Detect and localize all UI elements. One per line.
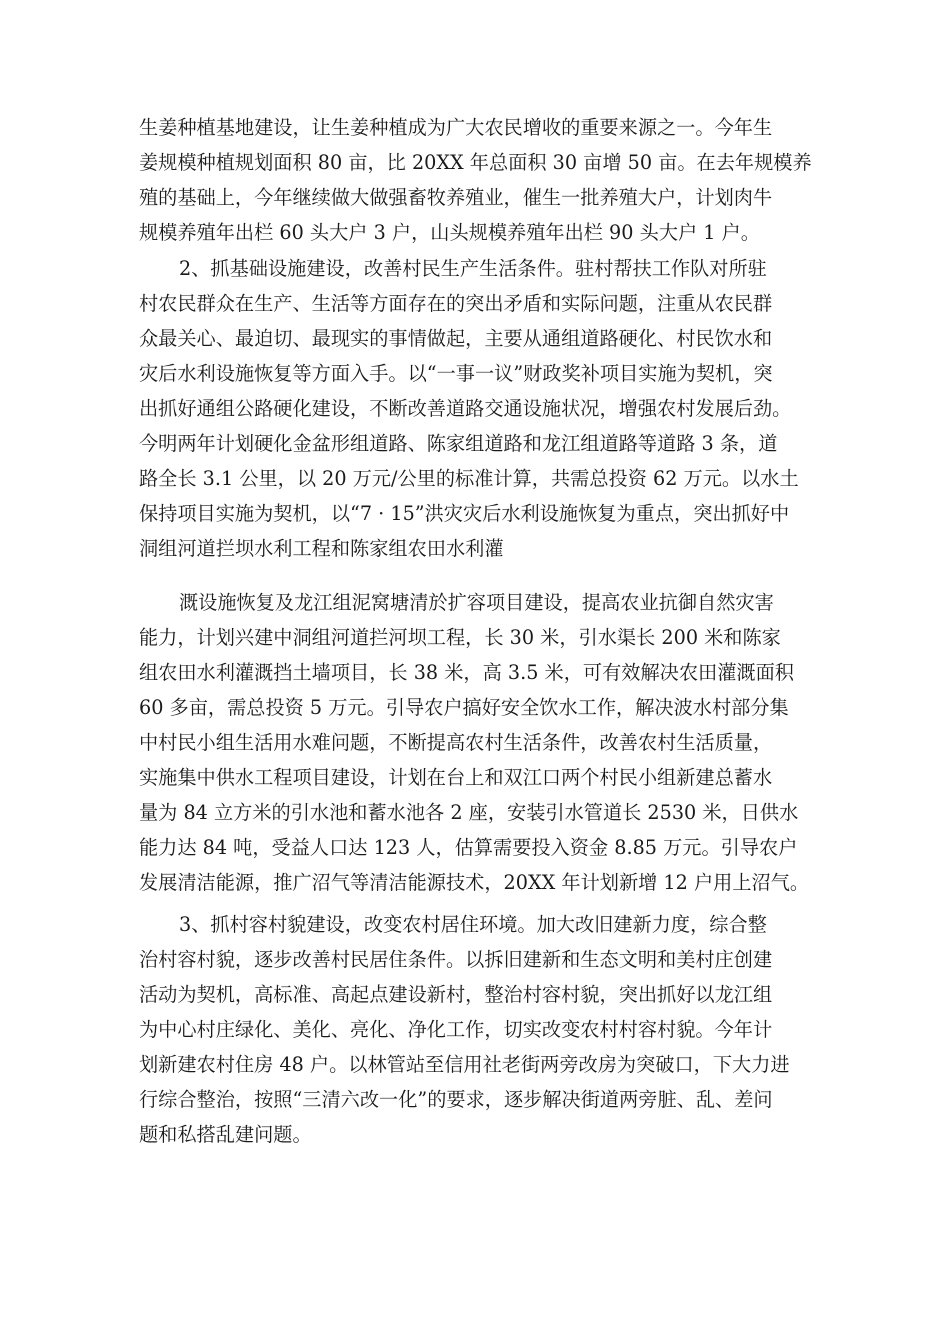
text-line: 题和私搭乱建问题。 bbox=[139, 1123, 312, 1146]
text-line: 溉设施恢复及龙江组泥窝塘清於扩容项目建设，提高农业抗御自然灾害 bbox=[179, 591, 774, 614]
text-line: 保持项目实施为契机，以“7 · 15”洪灾灾后水利设施恢复为重点，突出抓好中 bbox=[139, 502, 790, 525]
text-line: 2、抓基础设施建设，改善村民生产生活条件。驻村帮扶工作队对所驻 bbox=[179, 257, 767, 280]
text-line: 量为 84 立方米的引水池和蓄水池各 2 座，安装引水管道长 2530 米，日供水 bbox=[139, 801, 799, 824]
text-line: 洞组河道拦坝水利工程和陈家组农田水利灌 bbox=[139, 537, 504, 560]
text-line: 发展清洁能源，推广沼气等清洁能源技术，20XX 年计划新增 12 户用上沼气。 bbox=[139, 871, 810, 894]
text-line: 众最关心、最迫切、最现实的事情做起，主要从通组道路硬化、村民饮水和 bbox=[139, 327, 773, 350]
text-line: 规模养殖年出栏 60 头大户 3 户，山头规模养殖年出栏 90 头大户 1 户。 bbox=[139, 221, 760, 244]
text-line: 活动为契机，高标准、高起点建设新村，整治村容村貌，突出抓好以龙江组 bbox=[139, 983, 773, 1006]
text-line: 灾后水利设施恢复等方面入手。以“一事一议”财政奖补项目实施为契机，突 bbox=[139, 362, 773, 385]
text-line: 路全长 3.1 公里，以 20 万元/公里的标准计算，共需总投资 62 万元。以水土 bbox=[139, 467, 799, 490]
text-line: 实施集中供水工程项目建设，计划在台上和双江口两个村民小组新建总蓄水 bbox=[139, 766, 773, 789]
text-line: 60 多亩，需总投资 5 万元。引导农户搞好安全饮水工作，解决波水村部分集 bbox=[139, 696, 789, 719]
text-line: 治村容村貌，逐步改善村民居住条件。以拆旧建新和生态文明和美村庄创建 bbox=[139, 948, 773, 971]
text-line: 能力，计划兴建中洞组河道拦河坝工程，长 30 米，引水渠长 200 米和陈家 bbox=[139, 626, 781, 649]
text-line: 为中心村庄绿化、美化、亮化、净化工作，切实改变农村村容村貌。今年计 bbox=[139, 1018, 773, 1041]
text-line: 行综合整治，按照“三清六改一化”的要求，逐步解决街道两旁脏、乱、差问 bbox=[139, 1088, 773, 1111]
text-line: 村农民群众在生产、生活等方面存在的突出矛盾和实际问题，注重从农民群 bbox=[139, 292, 773, 315]
text-line: 生姜种植基地建设，让生姜种植成为广大农民增收的重要来源之一。今年生 bbox=[139, 116, 773, 139]
text-line: 中村民小组生活用水难问题，不断提高农村生活条件，改善农村生活质量， bbox=[139, 731, 773, 754]
text-line: 出抓好通组公路硬化建设，不断改善道路交通设施状况，增强农村发展后劲。 bbox=[139, 397, 792, 420]
text-line: 能力达 84 吨，受益人口达 123 人，估算需要投入资金 8.85 万元。引导农户 bbox=[139, 836, 798, 859]
text-line: 姜规模种植规划面积 80 亩，比 20XX 年总面积 30 亩增 50 亩。在去年规模养 bbox=[139, 151, 812, 174]
text-line: 组农田水利灌溉挡土墙项目，长 38 米，高 3.5 米，可有效解决农田灌溉面积 bbox=[139, 661, 794, 684]
text-line: 殖的基础上，今年继续做大做强畜牧养殖业，催生一批养殖大户，计划肉牛 bbox=[139, 186, 773, 209]
text-line: 3、抓村容村貌建设，改变农村居住环境。加大改旧建新力度，综合整 bbox=[179, 913, 767, 936]
text-line: 划新建农村住房 48 户。以林管站至信用社老街两旁改房为突破口，下大力进 bbox=[139, 1053, 790, 1076]
text-line: 今明两年计划硬化金盆形组道路、陈家组道路和龙江组道路等道路 3 条，道 bbox=[139, 432, 778, 455]
